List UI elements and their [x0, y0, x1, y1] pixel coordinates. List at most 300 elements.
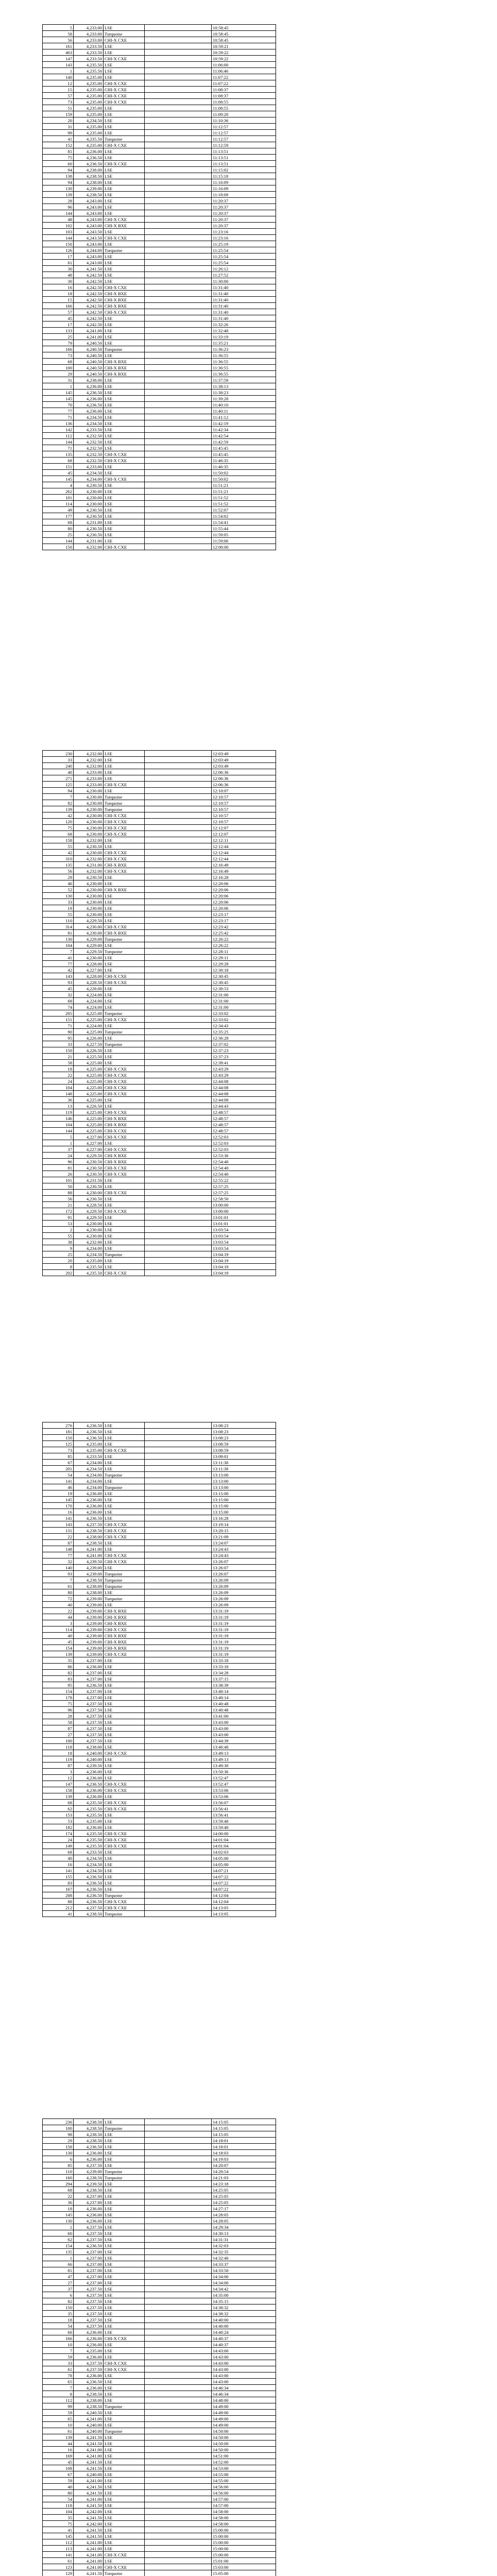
table-row — [43, 2286, 276, 2292]
empty-cell — [145, 850, 212, 856]
quantity-cell: 81 — [43, 930, 74, 936]
empty-cell — [145, 1258, 212, 1264]
empty-cell — [145, 1676, 212, 1682]
venue-cell: LSE — [104, 2274, 145, 2280]
quantity-cell: 62 — [43, 2236, 74, 2243]
table-row — [43, 1466, 276, 1472]
quantity-cell: 178 — [43, 1694, 74, 1701]
trades-table — [42, 2119, 276, 2576]
time-cell: 11:38:23 — [212, 389, 276, 396]
table-row — [43, 155, 276, 161]
price-cell: 4,236.50 — [74, 1874, 104, 1880]
quantity-cell: 51 — [43, 105, 74, 111]
price-cell: 4,230.50 — [74, 513, 104, 519]
venue-cell: LSE — [104, 2255, 145, 2261]
quantity-cell: 240 — [43, 763, 74, 769]
time-cell: 12:31:00 — [212, 992, 276, 998]
venue-cell: Turquoise — [104, 2403, 145, 2410]
venue-cell: LSE — [104, 918, 145, 924]
quantity-cell: 3 — [43, 1620, 74, 1626]
time-cell: 12:12:44 — [212, 856, 276, 862]
empty-cell — [145, 396, 212, 402]
table-row — [43, 948, 276, 955]
quantity-cell: 21 — [43, 1202, 74, 1208]
price-cell: 4,225.00 — [74, 1016, 104, 1023]
quantity-cell: 87 — [43, 1725, 74, 1732]
empty-cell — [145, 334, 212, 340]
table-row — [43, 1221, 276, 1227]
table-row — [43, 266, 276, 272]
quantity-cell: 1 — [43, 68, 74, 74]
quantity-cell: 15 — [43, 297, 74, 303]
quantity-cell: 148 — [43, 1546, 74, 1552]
venue-cell: CHI-X CXE — [104, 1134, 145, 1140]
table-row — [43, 2397, 276, 2403]
time-cell: 12:48:57 — [212, 1128, 276, 1134]
empty-cell — [145, 1682, 212, 1688]
time-cell: 12:00:00 — [212, 544, 276, 550]
price-cell: 4,239.00 — [74, 2168, 104, 2175]
quantity-cell: 8 — [43, 2391, 74, 2397]
quantity-cell: 60 — [43, 2329, 74, 2335]
venue-cell: LSE — [104, 2527, 145, 2533]
table-row — [43, 278, 276, 284]
empty-cell — [145, 2298, 212, 2304]
table-row — [43, 1911, 276, 1917]
empty-cell — [145, 1202, 212, 1208]
quantity-cell: 112 — [43, 433, 74, 439]
venue-cell: Turquoise — [104, 1892, 145, 1899]
empty-cell — [145, 911, 212, 918]
price-cell: 4,238.50 — [74, 1577, 104, 1583]
time-cell: 14:40:00 — [212, 2323, 276, 2329]
time-cell: 12:52:03 — [212, 1140, 276, 1146]
quantity-cell: 154 — [43, 1645, 74, 1651]
price-cell: 4,230.50 — [74, 526, 104, 532]
venue-cell: LSE — [104, 2342, 145, 2348]
price-cell: 4,234.50 — [74, 117, 104, 124]
empty-cell — [145, 185, 212, 192]
time-cell: 14:58:00 — [212, 2521, 276, 2527]
price-cell: 4,225.00 — [74, 1029, 104, 1035]
empty-cell — [145, 1159, 212, 1165]
quantity-cell: 66 — [43, 2261, 74, 2267]
quantity-cell: 80 — [43, 526, 74, 532]
table-row — [43, 321, 276, 328]
price-cell: 4,235.50 — [74, 1843, 104, 1849]
table-row — [43, 62, 276, 68]
time-cell: 11:40:10 — [212, 402, 276, 408]
time-cell: 11:31:40 — [212, 284, 276, 291]
price-cell: 4,241.50 — [74, 2570, 104, 2576]
table-row — [43, 408, 276, 414]
quantity-cell: 3 — [43, 1769, 74, 1775]
price-cell: 4,235.50 — [74, 68, 104, 74]
time-cell: 14:49:00 — [212, 2422, 276, 2428]
price-cell: 4,235.00 — [74, 1441, 104, 1447]
time-cell: 11:36:55 — [212, 352, 276, 359]
empty-cell — [145, 757, 212, 763]
table-row — [43, 763, 276, 769]
quantity-cell: 83 — [43, 1676, 74, 1682]
time-cell: 12:16:28 — [212, 874, 276, 880]
table-row — [43, 37, 276, 43]
time-cell: 14:49:00 — [212, 2416, 276, 2422]
table-row — [43, 124, 276, 130]
quantity-cell: 118 — [43, 1744, 74, 1750]
venue-cell: CHI-X CXE — [104, 457, 145, 464]
price-cell: 4,232.50 — [74, 445, 104, 451]
table-row — [43, 1004, 276, 1010]
price-cell: 4,237.50 — [74, 1701, 104, 1707]
price-cell: 4,237.50 — [74, 2236, 104, 2243]
empty-cell — [145, 1577, 212, 1583]
quantity-cell: 40 — [43, 1855, 74, 1861]
venue-cell: Turquoise — [104, 346, 145, 352]
empty-cell — [145, 775, 212, 782]
price-cell: 4,240.50 — [74, 352, 104, 359]
empty-cell — [145, 2181, 212, 2187]
time-cell: 13:08:23 — [212, 1429, 276, 1435]
table-row — [43, 862, 276, 868]
venue-cell: LSE — [104, 501, 145, 507]
empty-cell — [145, 87, 212, 93]
venue-cell: LSE — [104, 1719, 145, 1725]
empty-cell — [145, 1670, 212, 1676]
table-row — [43, 1589, 276, 1596]
time-cell: 14:57:00 — [212, 2502, 276, 2509]
table-row — [43, 1596, 276, 1602]
table-row — [43, 241, 276, 247]
venue-cell: LSE — [104, 1004, 145, 1010]
table-row — [43, 111, 276, 117]
quantity-cell: 140 — [43, 74, 74, 80]
quantity-cell: 61 — [43, 2428, 74, 2434]
table-row — [43, 2175, 276, 2181]
quantity-cell: 139 — [43, 192, 74, 198]
quantity-cell: 61 — [43, 1583, 74, 1589]
table-row — [43, 1041, 276, 1047]
quantity-cell: 35 — [43, 2515, 74, 2521]
price-cell: 4,230.00 — [74, 887, 104, 893]
table-row — [43, 31, 276, 37]
venue-cell: LSE — [104, 1664, 145, 1670]
venue-cell: LSE — [104, 1732, 145, 1738]
venue-cell: Turquoise — [104, 1484, 145, 1490]
price-cell: 4,240.50 — [74, 2410, 104, 2416]
empty-cell — [145, 470, 212, 476]
empty-cell — [145, 1233, 212, 1239]
empty-cell — [145, 1422, 212, 1429]
quantity-cell: 55 — [43, 1233, 74, 1239]
quantity-cell: 129 — [43, 2570, 74, 2576]
venue-cell: CHI-X CXE — [104, 1190, 145, 1196]
empty-cell — [145, 2490, 212, 2496]
time-cell: 11:42:54 — [212, 433, 276, 439]
trades-page-1 — [42, 24, 276, 550]
quantity-cell: 94 — [43, 179, 74, 185]
venue-cell: LSE — [104, 2218, 145, 2224]
price-cell: 4,236.50 — [74, 1892, 104, 1899]
venue-cell: LSE — [104, 148, 145, 155]
time-cell: 14:58:00 — [212, 2509, 276, 2515]
table-row — [43, 43, 276, 49]
empty-cell — [145, 2527, 212, 2533]
empty-cell — [145, 1880, 212, 1886]
time-cell: 12:54:40 — [212, 1165, 276, 1171]
time-cell: 12:57:25 — [212, 1183, 276, 1190]
venue-cell: LSE — [104, 2280, 145, 2286]
venue-cell: CHI-X BXE — [104, 291, 145, 297]
price-cell: 4,241.00 — [74, 2552, 104, 2558]
table-row — [43, 1855, 276, 1861]
time-cell: 13:03:54 — [212, 1227, 276, 1233]
price-cell: 4,224.00 — [74, 1023, 104, 1029]
time-cell: 12:33:02 — [212, 1010, 276, 1016]
price-cell: 4,240.00 — [74, 1756, 104, 1762]
empty-cell — [145, 2193, 212, 2199]
time-cell: 12:23:42 — [212, 924, 276, 930]
time-cell: 12:31:00 — [212, 1004, 276, 1010]
price-cell: 4,239.50 — [74, 1762, 104, 1769]
time-cell: 14:13:05 — [212, 1905, 276, 1911]
table-row — [43, 1270, 276, 1276]
venue-cell: LSE — [104, 2212, 145, 2218]
price-cell: 4,231.00 — [74, 538, 104, 544]
time-cell: 14:21:03 — [212, 2175, 276, 2181]
empty-cell — [145, 1429, 212, 1435]
table-row — [43, 371, 276, 377]
time-cell: 11:31:40 — [212, 309, 276, 315]
price-cell: 4,238.50 — [74, 173, 104, 179]
empty-cell — [145, 887, 212, 893]
quantity-cell: 13 — [43, 1103, 74, 1109]
venue-cell: LSE — [104, 464, 145, 470]
price-cell: 4,239.50 — [74, 1558, 104, 1565]
price-cell: 4,225.00 — [74, 1109, 104, 1115]
table-row — [43, 1091, 276, 1097]
price-cell: 4,240.50 — [74, 371, 104, 377]
price-cell: 4,236.00 — [74, 2372, 104, 2379]
empty-cell — [145, 142, 212, 148]
table-row — [43, 1122, 276, 1128]
venue-cell: LSE — [104, 1775, 145, 1781]
empty-cell — [145, 1793, 212, 1800]
table-row — [43, 2410, 276, 2416]
venue-cell: Turquoise — [104, 1583, 145, 1589]
quantity-cell: 50 — [43, 1183, 74, 1190]
time-cell: 13:53:06 — [212, 1787, 276, 1793]
empty-cell — [145, 856, 212, 862]
time-cell: 13:43:00 — [212, 1725, 276, 1732]
price-cell: 4,232.00 — [74, 856, 104, 862]
empty-cell — [145, 173, 212, 179]
table-row — [43, 2131, 276, 2138]
price-cell: 4,232.00 — [74, 763, 104, 769]
empty-cell — [145, 2496, 212, 2502]
time-cell: 14:18:01 — [212, 2144, 276, 2150]
quantity-cell: 17 — [43, 321, 74, 328]
time-cell: 10:58:45 — [212, 25, 276, 31]
time-cell: 12:36:28 — [212, 1035, 276, 1041]
venue-cell: CHI-X CXE — [104, 2552, 145, 2558]
venue-cell: CHI-X BXE — [104, 1115, 145, 1122]
time-cell: 14:40:37 — [212, 2335, 276, 2342]
empty-cell — [145, 2379, 212, 2385]
price-cell: 4,236.00 — [74, 2212, 104, 2218]
venue-cell: LSE — [104, 1880, 145, 1886]
quantity-cell: 139 — [43, 2434, 74, 2441]
time-cell: 13:31:19 — [212, 1639, 276, 1645]
table-row — [43, 905, 276, 911]
time-cell: 11:25:54 — [212, 260, 276, 266]
time-cell: 12:12:07 — [212, 831, 276, 837]
empty-cell — [145, 2459, 212, 2465]
venue-cell: LSE — [104, 192, 145, 198]
time-cell: 12:55:22 — [212, 1177, 276, 1183]
time-cell: 14:57:00 — [212, 2496, 276, 2502]
empty-cell — [145, 532, 212, 538]
price-cell: 4,241.00 — [74, 334, 104, 340]
quantity-cell: 68 — [43, 457, 74, 464]
quantity-cell: 130 — [43, 185, 74, 192]
table-row — [43, 260, 276, 266]
quantity-cell: 208 — [43, 1892, 74, 1899]
time-cell: 14:18:01 — [212, 2138, 276, 2144]
price-cell: 4,242.50 — [74, 272, 104, 278]
time-cell: 13:13:00 — [212, 1478, 276, 1484]
quantity-cell: 108 — [43, 2465, 74, 2471]
time-cell: 11:16:09 — [212, 179, 276, 185]
price-cell: 4,234.50 — [74, 470, 104, 476]
price-cell: 4,230.00 — [74, 501, 104, 507]
time-cell: 13:13:00 — [212, 1472, 276, 1478]
quantity-cell: 143 — [43, 973, 74, 979]
time-cell: 12:06:36 — [212, 782, 276, 788]
venue-cell: LSE — [104, 340, 145, 346]
price-cell: 4,225.00 — [74, 1078, 104, 1084]
table-row — [43, 253, 276, 260]
quantity-cell: 101 — [43, 495, 74, 501]
price-cell: 4,237.00 — [74, 1676, 104, 1682]
venue-cell: LSE — [104, 2292, 145, 2298]
quantity-cell: 96 — [43, 204, 74, 210]
price-cell: 4,234.00 — [74, 476, 104, 482]
price-cell: 4,238.50 — [74, 1911, 104, 1917]
empty-cell — [145, 2230, 212, 2236]
quantity-cell: 100 — [43, 365, 74, 371]
price-cell: 4,229.00 — [74, 942, 104, 948]
venue-cell: LSE — [104, 1756, 145, 1762]
price-cell: 4,238.50 — [74, 2175, 104, 2181]
venue-cell: LSE — [104, 2410, 145, 2416]
empty-cell — [145, 1497, 212, 1503]
venue-cell: LSE — [104, 167, 145, 173]
time-cell: 13:15:00 — [212, 1509, 276, 1515]
price-cell: 4,232.00 — [74, 837, 104, 843]
price-cell: 4,241.50 — [74, 2515, 104, 2521]
venue-cell: LSE — [104, 1490, 145, 1497]
price-cell: 4,230.00 — [74, 924, 104, 930]
venue-cell: LSE — [104, 253, 145, 260]
price-cell: 4,236.50 — [74, 1515, 104, 1521]
time-cell: 11:25:19 — [212, 241, 276, 247]
quantity-cell: 40 — [43, 1633, 74, 1639]
table-row — [43, 1159, 276, 1165]
price-cell: 4,232.50 — [74, 439, 104, 445]
quantity-cell: 71 — [43, 1023, 74, 1029]
price-cell: 4,238.00 — [74, 1534, 104, 1540]
price-cell: 4,226.50 — [74, 1047, 104, 1054]
empty-cell — [145, 874, 212, 880]
time-cell: 12:37:23 — [212, 1047, 276, 1054]
table-row — [43, 1171, 276, 1177]
quantity-cell: 58 — [43, 1719, 74, 1725]
venue-cell: LSE — [104, 1670, 145, 1676]
quantity-cell: 29 — [43, 371, 74, 377]
quantity-cell: 77 — [43, 1552, 74, 1558]
empty-cell — [145, 986, 212, 992]
empty-cell — [145, 2366, 212, 2372]
empty-cell — [145, 260, 212, 266]
quantity-cell: 77 — [43, 408, 74, 414]
table-row — [43, 2502, 276, 2509]
empty-cell — [145, 812, 212, 819]
table-row — [43, 899, 276, 905]
time-cell: 13:41:00 — [212, 1713, 276, 1719]
quantity-cell: 68 — [43, 2187, 74, 2193]
time-cell: 11:59:06 — [212, 538, 276, 544]
price-cell: 4,230.00 — [74, 1221, 104, 1227]
empty-cell — [145, 1781, 212, 1787]
table-row — [43, 1227, 276, 1233]
price-cell: 4,240.50 — [74, 340, 104, 346]
empty-cell — [145, 2564, 212, 2570]
venue-cell: LSE — [104, 427, 145, 433]
table-row — [43, 1115, 276, 1122]
venue-cell: LSE — [104, 278, 145, 284]
quantity-cell: 81 — [43, 1165, 74, 1171]
time-cell: 13:04:19 — [212, 1264, 276, 1270]
time-cell: 13:26:07 — [212, 1571, 276, 1577]
time-cell: 13:26:09 — [212, 1596, 276, 1602]
venue-cell: CHI-X BXE — [104, 297, 145, 303]
table-row — [43, 2212, 276, 2218]
price-cell: 4,237.00 — [74, 1688, 104, 1694]
price-cell: 4,230.50 — [74, 843, 104, 850]
table-row — [43, 812, 276, 819]
empty-cell — [145, 457, 212, 464]
table-row — [43, 1140, 276, 1146]
venue-cell: LSE — [104, 1602, 145, 1608]
time-cell: 12:37:23 — [212, 1054, 276, 1060]
price-cell: 4,238.00 — [74, 377, 104, 383]
venue-cell: LSE — [104, 1441, 145, 1447]
empty-cell — [145, 2286, 212, 2292]
price-cell: 4,233.00 — [74, 782, 104, 788]
empty-cell — [145, 1534, 212, 1540]
price-cell: 4,230.00 — [74, 1190, 104, 1196]
time-cell: 11:20:37 — [212, 216, 276, 223]
time-cell: 14:49:00 — [212, 2403, 276, 2410]
quantity-cell: 6 — [43, 2292, 74, 2298]
time-cell: 11:06:00 — [212, 62, 276, 68]
price-cell: 4,241.00 — [74, 2564, 104, 2570]
table-row — [43, 2366, 276, 2372]
empty-cell — [145, 68, 212, 74]
empty-cell — [145, 2465, 212, 2471]
time-cell: 15:01:00 — [212, 2558, 276, 2564]
